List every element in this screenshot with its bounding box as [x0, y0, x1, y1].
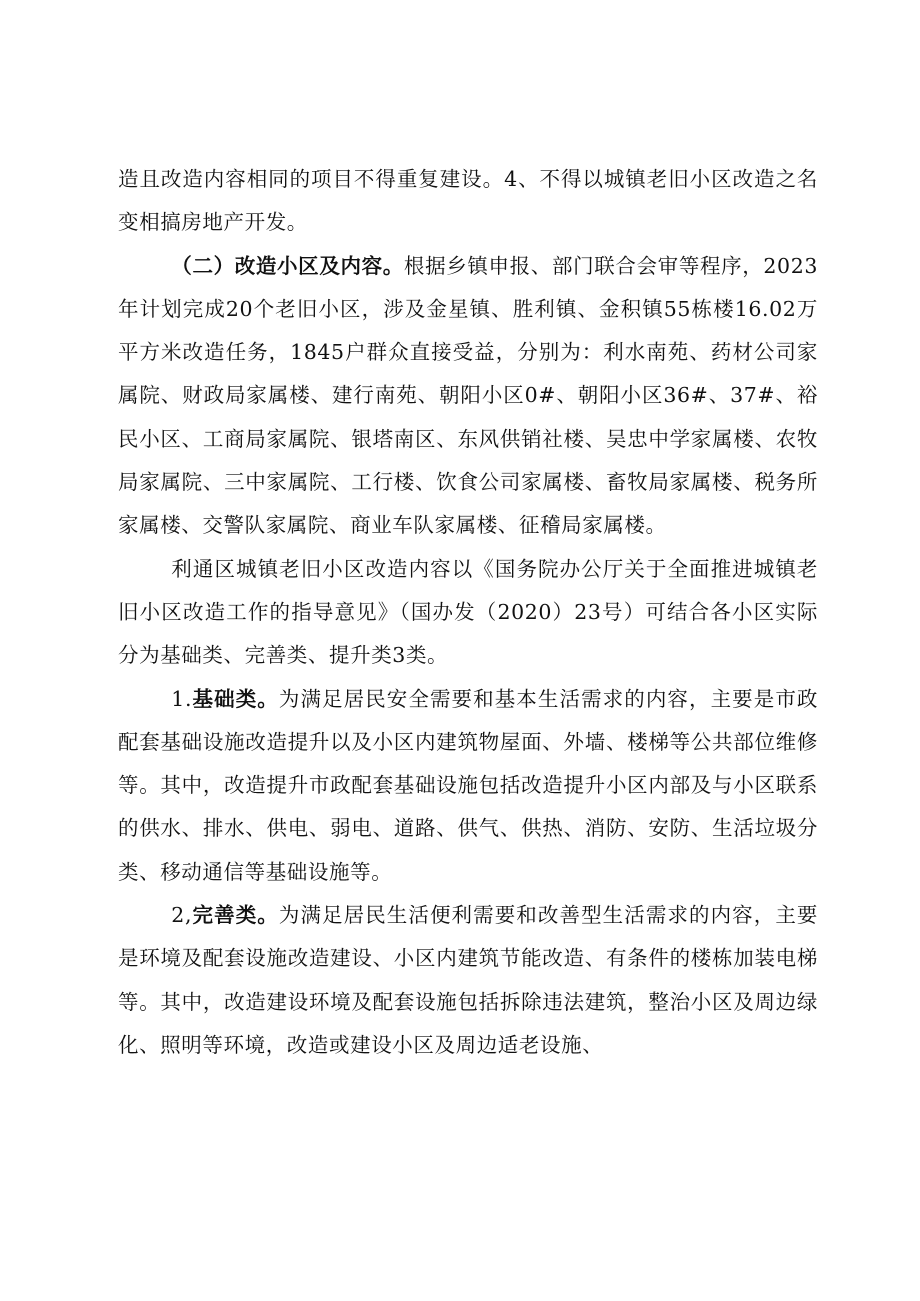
paragraph-text: 为满足居民安全需要和基本生活需求的内容，主要是市政配套基础设施改造提升以及小区内建筑物屋面、外墙、楼梯等公共部位维修等。其中，改造提升市政配套基础设施包括改造提升小区内部及与小区联系的供水、排水、供电、弱电、道路、供气、供热、消防、安防、生活垃圾分类、移动通信等基础设施等。 [118, 686, 819, 884]
item-heading: 基础类。 [192, 686, 279, 711]
paragraph-classification [118, 548, 818, 678]
paragraph-section-two [118, 245, 818, 548]
paragraph-text: 利通区城镇老旧小区改造内容以《国务院办公厅关于全面推进城镇老旧小区改造工作的指导意见》（国办发（2020）23号）可结合各小区实际分为基础类、完善类、提升类3类。 [118, 556, 818, 668]
item-number: 1. [171, 686, 193, 711]
paragraph-text: 造且改造内容相同的项目不得重复建设。4、不得以城镇老旧小区改造之名变相搞房地产开发。 [118, 167, 818, 235]
paragraph-improvement-category [118, 894, 818, 1067]
document-body [118, 158, 818, 1067]
section-heading: （二）改造小区及内容。 [171, 253, 404, 278]
item-number: 2, [171, 903, 193, 928]
paragraph-text: 根据乡镇申报、部门联合会审等程序，2023年计划完成20个老旧小区，涉及金星镇、胜利镇、金积镇55栋楼16.02万平方米改造任务，1845户群众直接受益，分别为：利水南苑、药材公司家属院、财政局家属楼、建行南苑、朝阳小区0#、朝阳小区36#、37#、裕民小区、工商局家属院、银塔南区、东风供销社楼、吴忠中学家属楼、农牧局家属院、三中家属院、工行楼、饮食公司家属楼、畜牧局家属楼、税务所家属楼、交警队家属院、商业车队家属楼、征稽局家属楼。 [118, 253, 818, 538]
paragraph-basic-category [118, 678, 818, 894]
paragraph-text: 为满足居民生活便利需要和改善型生活需求的内容，主要是环境及配套设施改造建设、小区内建筑节能改造、有条件的楼栋加装电梯等。其中，改造建设环境及配套设施包括拆除违法建筑，整治小区及周边绿化、照明等环境，改造或建设小区及周边适老设施、 [118, 903, 819, 1057]
item-heading: 完善类。 [192, 903, 279, 928]
paragraph-continuation [118, 158, 818, 245]
